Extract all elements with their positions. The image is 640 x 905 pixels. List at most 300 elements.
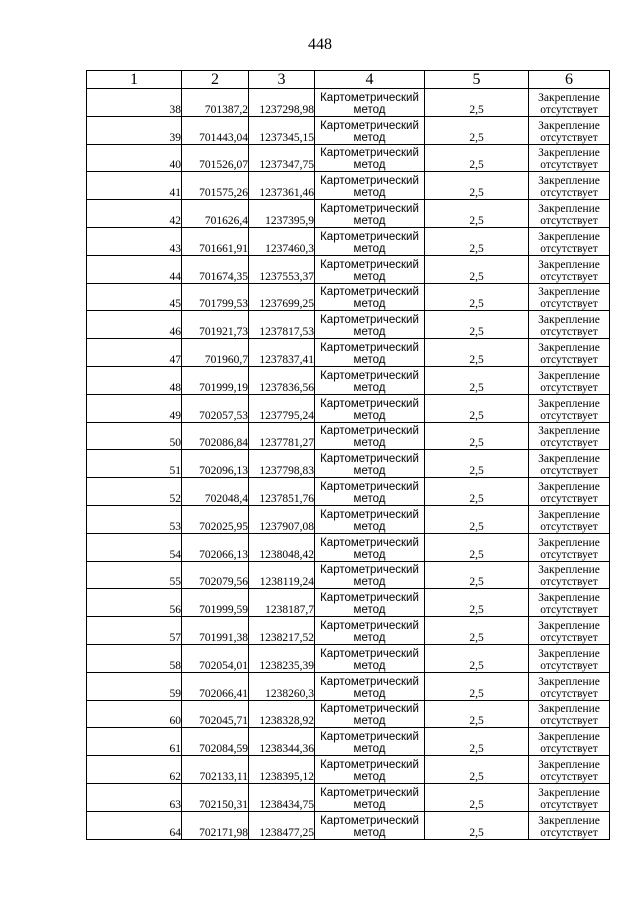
fixation-cell [529,505,610,533]
fixation-cell [529,672,610,700]
method-line-1: Картометрический [320,425,419,438]
fixation-line-1: Закрепление [538,453,600,466]
fixation-line-2: отсутствует [540,103,598,116]
fixation-line-2: отсутствует [540,465,598,478]
method-line-1: Картометрический [320,147,419,160]
fixation-line-2: отсутствует [540,492,598,505]
fixation-line-2: отсутствует [540,409,598,422]
fixation-cell [529,172,610,200]
y-coordinate-cell: 1237781,27 [249,422,315,450]
y-coordinate-cell: 1238328,92 [249,700,315,728]
accuracy-cell: 2,5 [425,589,529,617]
method-cell [315,89,425,117]
method-line-1: Картометрический [320,453,419,466]
fixation-line-1: Закрепление [538,564,600,577]
method-line-1: Картометрический [320,397,419,410]
fixation-line-2: отсутствует [540,715,598,728]
method-cell [315,366,425,394]
point-number-cell: 52 [87,478,182,506]
method-line-1: Картометрический [320,814,419,827]
fixation-line-1: Закрепление [538,314,600,327]
method-line-2: метод [353,214,386,227]
method-line-1: Картометрический [320,786,419,799]
method-cell [315,144,425,172]
y-coordinate-cell: 1237836,56 [249,366,315,394]
point-number-cell: 41 [87,172,182,200]
x-coordinate-cell: 702066,41 [182,672,249,700]
point-number-cell: 44 [87,255,182,283]
table-row [87,589,610,617]
method-line-2: метод [353,659,386,672]
fixation-cell [529,478,610,506]
accuracy-cell: 2,5 [425,283,529,311]
method-line-1: Картометрический [320,91,419,104]
method-line-2: метод [353,492,386,505]
method-line-2: метод [353,631,386,644]
fixation-cell [529,227,610,255]
fixation-line-1: Закрепление [538,397,600,410]
table-row [87,366,610,394]
y-coordinate-cell: 1238395,12 [249,756,315,784]
fixation-line-2: отсутствует [540,353,598,366]
method-cell [315,394,425,422]
y-coordinate-cell: 1238217,52 [249,617,315,645]
fixation-cell [529,366,610,394]
x-coordinate-cell: 702045,71 [182,700,249,728]
y-coordinate-cell: 1237795,24 [249,394,315,422]
fixation-cell [529,589,610,617]
accuracy-cell: 2,5 [425,450,529,478]
table-row [87,339,610,367]
method-cell [315,422,425,450]
method-line-1: Картометрический [320,647,419,660]
method-line-1: Картометрический [320,369,419,382]
header-col-5: 5 [425,71,529,89]
fixation-cell [529,617,610,645]
method-cell [315,116,425,144]
header-col-1: 1 [87,71,182,89]
table-row [87,89,610,117]
accuracy-cell: 2,5 [425,255,529,283]
method-cell [315,728,425,756]
x-coordinate-cell: 701799,53 [182,283,249,311]
coordinates-table [86,70,610,840]
method-line-1: Картометрический [320,314,419,327]
method-line-1: Картометрический [320,564,419,577]
y-coordinate-cell: 1238119,24 [249,561,315,589]
method-line-1: Картометрический [320,675,419,688]
point-number-cell: 58 [87,644,182,672]
table-row [87,617,610,645]
point-number-cell: 61 [87,728,182,756]
table-row [87,505,610,533]
method-line-2: метод [353,770,386,783]
point-number-cell: 62 [87,756,182,784]
fixation-cell [529,283,610,311]
fixation-line-1: Закрепление [538,480,600,493]
fixation-line-1: Закрепление [538,369,600,382]
x-coordinate-cell: 701387,2 [182,89,249,117]
method-cell [315,617,425,645]
y-coordinate-cell: 1237553,37 [249,255,315,283]
x-coordinate-cell: 701443,04 [182,116,249,144]
point-number-cell: 40 [87,144,182,172]
accuracy-cell: 2,5 [425,339,529,367]
method-line-2: метод [353,437,386,450]
fixation-line-1: Закрепление [538,647,600,660]
method-cell [315,450,425,478]
fixation-line-2: отсутствует [540,298,598,311]
y-coordinate-cell: 1237395,9 [249,200,315,228]
fixation-line-2: отсутствует [540,687,598,700]
y-coordinate-cell: 1238434,75 [249,783,315,811]
y-coordinate-cell: 1237851,76 [249,478,315,506]
accuracy-cell: 2,5 [425,672,529,700]
fixation-line-2: отсутствует [540,214,598,227]
method-cell [315,589,425,617]
method-line-2: метод [353,715,386,728]
fixation-line-2: отсутствует [540,770,598,783]
method-line-2: метод [353,520,386,533]
method-line-1: Картометрический [320,202,419,215]
accuracy-cell: 2,5 [425,700,529,728]
point-number-cell: 47 [87,339,182,367]
point-number-cell: 55 [87,561,182,589]
accuracy-cell: 2,5 [425,505,529,533]
method-cell [315,283,425,311]
y-coordinate-cell: 1238344,36 [249,728,315,756]
table-row [87,200,610,228]
point-number-cell: 42 [87,200,182,228]
fixation-line-1: Закрепление [538,286,600,299]
method-cell [315,533,425,561]
x-coordinate-cell: 701991,38 [182,617,249,645]
method-line-1: Картометрический [320,230,419,243]
fixation-line-1: Закрепление [538,703,600,716]
x-coordinate-cell: 702084,59 [182,728,249,756]
x-coordinate-cell: 702057,53 [182,394,249,422]
fixation-line-1: Закрепление [538,341,600,354]
fixation-cell [529,450,610,478]
fixation-cell [529,255,610,283]
table-row [87,311,610,339]
method-line-1: Картометрический [320,119,419,132]
point-number-cell: 60 [87,700,182,728]
method-cell [315,672,425,700]
fixation-line-1: Закрепление [538,230,600,243]
table-row [87,561,610,589]
fixation-line-2: отсутствует [540,548,598,561]
fixation-cell [529,533,610,561]
table-row [87,255,610,283]
accuracy-cell: 2,5 [425,756,529,784]
method-cell [315,783,425,811]
table-header-row [87,71,610,89]
x-coordinate-cell: 701674,35 [182,255,249,283]
x-coordinate-cell: 701626,4 [182,200,249,228]
accuracy-cell: 2,5 [425,172,529,200]
method-line-1: Картометрический [320,731,419,744]
table-row [87,227,610,255]
method-line-2: метод [353,381,386,394]
table-row [87,172,610,200]
method-line-2: метод [353,798,386,811]
table-row [87,283,610,311]
fixation-line-1: Закрепление [538,758,600,771]
y-coordinate-cell: 1238235,39 [249,644,315,672]
fixation-cell [529,644,610,672]
method-cell [315,505,425,533]
fixation-line-2: отсутствует [540,131,598,144]
point-number-cell: 46 [87,311,182,339]
fixation-line-1: Закрепление [538,258,600,271]
fixation-line-1: Закрепление [538,119,600,132]
header-col-4: 4 [315,71,425,89]
header-col-6: 6 [529,71,610,89]
accuracy-cell: 2,5 [425,422,529,450]
accuracy-cell: 2,5 [425,89,529,117]
point-number-cell: 43 [87,227,182,255]
fixation-line-2: отсутствует [540,242,598,255]
point-number-cell: 38 [87,89,182,117]
method-line-1: Картометрический [320,175,419,188]
method-cell [315,172,425,200]
fixation-line-2: отсутствует [540,437,598,450]
fixation-line-2: отсутствует [540,326,598,339]
accuracy-cell: 2,5 [425,478,529,506]
fixation-line-2: отсутствует [540,798,598,811]
x-coordinate-cell: 702048,4 [182,478,249,506]
fixation-line-2: отсутствует [540,826,598,839]
accuracy-cell: 2,5 [425,644,529,672]
method-line-2: метод [353,687,386,700]
y-coordinate-cell: 1237460,3 [249,227,315,255]
method-line-1: Картометрический [320,703,419,716]
x-coordinate-cell: 702025,95 [182,505,249,533]
fixation-cell [529,756,610,784]
y-coordinate-cell: 1238187,7 [249,589,315,617]
fixation-cell [529,700,610,728]
x-coordinate-cell: 701960,7 [182,339,249,367]
fixation-cell [529,200,610,228]
method-cell [315,811,425,839]
x-coordinate-cell: 702054,01 [182,644,249,672]
method-line-1: Картометрический [320,480,419,493]
table-row [87,116,610,144]
method-line-2: метод [353,298,386,311]
x-coordinate-cell: 702150,31 [182,783,249,811]
method-line-2: метод [353,743,386,756]
y-coordinate-cell: 1237798,83 [249,450,315,478]
fixation-line-1: Закрепление [538,814,600,827]
accuracy-cell: 2,5 [425,394,529,422]
point-number-cell: 64 [87,811,182,839]
table-row [87,478,610,506]
fixation-line-1: Закрепление [538,425,600,438]
point-number-cell: 39 [87,116,182,144]
x-coordinate-cell: 701526,07 [182,144,249,172]
method-line-2: метод [353,576,386,589]
y-coordinate-cell: 1238477,25 [249,811,315,839]
fixation-line-2: отсутствует [540,576,598,589]
point-number-cell: 53 [87,505,182,533]
y-coordinate-cell: 1237298,98 [249,89,315,117]
page-number: 448 [308,36,332,53]
x-coordinate-cell: 702171,98 [182,811,249,839]
y-coordinate-cell: 1238260,3 [249,672,315,700]
table-row [87,644,610,672]
method-line-2: метод [353,242,386,255]
method-line-2: метод [353,103,386,116]
table-row [87,811,610,839]
method-line-2: метод [353,131,386,144]
method-cell [315,644,425,672]
fixation-cell [529,811,610,839]
point-number-cell: 51 [87,450,182,478]
point-number-cell: 63 [87,783,182,811]
table-row [87,728,610,756]
fixation-cell [529,311,610,339]
x-coordinate-cell: 701999,19 [182,366,249,394]
point-number-cell: 45 [87,283,182,311]
fixation-line-1: Закрепление [538,592,600,605]
point-number-cell: 49 [87,394,182,422]
accuracy-cell: 2,5 [425,144,529,172]
fixation-line-2: отсутствует [540,631,598,644]
fixation-line-1: Закрепление [538,147,600,160]
method-cell [315,255,425,283]
method-cell [315,478,425,506]
header-col-3: 3 [249,71,315,89]
table-row [87,783,610,811]
method-cell [315,200,425,228]
table-row [87,672,610,700]
fixation-cell [529,422,610,450]
x-coordinate-cell: 702086,84 [182,422,249,450]
accuracy-cell: 2,5 [425,200,529,228]
table-row [87,144,610,172]
method-line-2: метод [353,465,386,478]
table-row [87,756,610,784]
fixation-line-1: Закрепление [538,619,600,632]
x-coordinate-cell: 701999,59 [182,589,249,617]
y-coordinate-cell: 1237907,08 [249,505,315,533]
y-coordinate-cell: 1237837,41 [249,339,315,367]
method-cell [315,339,425,367]
y-coordinate-cell: 1237361,46 [249,172,315,200]
x-coordinate-cell: 702133,11 [182,756,249,784]
method-line-2: метод [353,826,386,839]
fixation-line-1: Закрепление [538,175,600,188]
x-coordinate-cell: 702079,56 [182,561,249,589]
fixation-line-2: отсутствует [540,743,598,756]
fixation-line-1: Закрепление [538,536,600,549]
method-line-1: Картометрический [320,508,419,521]
method-line-2: метод [353,187,386,200]
y-coordinate-cell: 1237347,75 [249,144,315,172]
table-body [87,89,610,840]
fixation-line-2: отсутствует [540,270,598,283]
fixation-cell [529,116,610,144]
table-row [87,533,610,561]
point-number-cell: 48 [87,366,182,394]
fixation-cell [529,728,610,756]
fixation-line-2: отсутствует [540,659,598,672]
method-line-1: Картометрический [320,286,419,299]
accuracy-cell: 2,5 [425,311,529,339]
method-line-2: метод [353,326,386,339]
y-coordinate-cell: 1238048,42 [249,533,315,561]
x-coordinate-cell: 701661,91 [182,227,249,255]
table-row [87,422,610,450]
method-line-2: метод [353,409,386,422]
y-coordinate-cell: 1237345,15 [249,116,315,144]
accuracy-cell: 2,5 [425,227,529,255]
accuracy-cell: 2,5 [425,783,529,811]
method-cell [315,561,425,589]
point-number-cell: 59 [87,672,182,700]
fixation-line-2: отсутствует [540,520,598,533]
x-coordinate-cell: 701921,73 [182,311,249,339]
method-line-1: Картометрический [320,341,419,354]
accuracy-cell: 2,5 [425,533,529,561]
fixation-line-1: Закрепление [538,202,600,215]
method-cell [315,311,425,339]
fixation-cell [529,89,610,117]
fixation-line-1: Закрепление [538,786,600,799]
method-line-1: Картометрический [320,619,419,632]
accuracy-cell: 2,5 [425,366,529,394]
fixation-line-2: отсутствует [540,187,598,200]
accuracy-cell: 2,5 [425,811,529,839]
method-cell [315,227,425,255]
fixation-line-1: Закрепление [538,731,600,744]
fixation-cell [529,339,610,367]
y-coordinate-cell: 1237817,53 [249,311,315,339]
fixation-line-1: Закрепление [538,675,600,688]
fixation-cell [529,394,610,422]
fixation-line-2: отсутствует [540,159,598,172]
point-number-cell: 54 [87,533,182,561]
table-row [87,450,610,478]
method-line-1: Картометрический [320,536,419,549]
method-cell [315,700,425,728]
accuracy-cell: 2,5 [425,728,529,756]
y-coordinate-cell: 1237699,25 [249,283,315,311]
method-line-1: Картометрический [320,758,419,771]
method-line-2: метод [353,548,386,561]
method-line-2: метод [353,353,386,366]
accuracy-cell: 2,5 [425,561,529,589]
method-line-1: Картометрический [320,592,419,605]
fixation-line-1: Закрепление [538,508,600,521]
accuracy-cell: 2,5 [425,617,529,645]
point-number-cell: 56 [87,589,182,617]
method-line-1: Картометрический [320,258,419,271]
method-line-2: метод [353,604,386,617]
x-coordinate-cell: 702066,13 [182,533,249,561]
fixation-cell [529,561,610,589]
method-line-2: метод [353,270,386,283]
method-line-2: метод [353,159,386,172]
point-number-cell: 57 [87,617,182,645]
header-col-2: 2 [182,71,249,89]
fixation-cell [529,783,610,811]
x-coordinate-cell: 702096,13 [182,450,249,478]
table-row [87,700,610,728]
method-cell [315,756,425,784]
fixation-line-2: отсутствует [540,381,598,394]
